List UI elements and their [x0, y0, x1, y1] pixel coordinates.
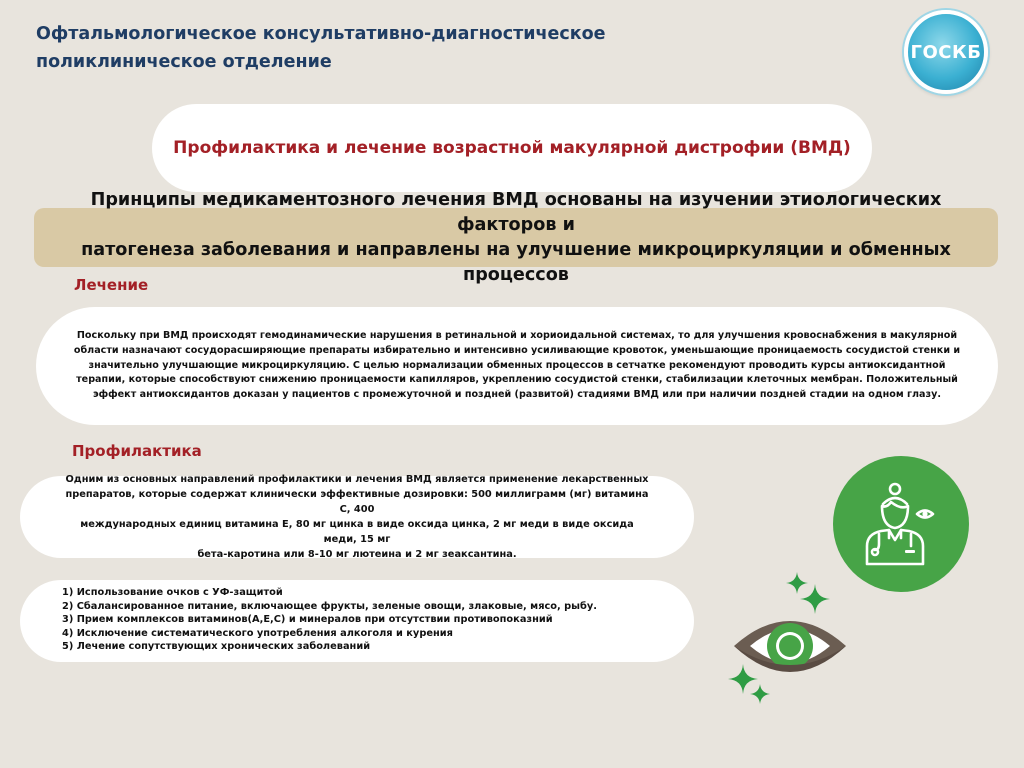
- eye-graphic: [728, 570, 858, 710]
- page-title: Профилактика и лечение возрастной макулярной дистрофии (ВМД): [173, 138, 851, 158]
- list-item: 3) Прием комплексов витаминов(А,Е,С) и минералов при отсутствии противопоказний: [62, 614, 553, 626]
- principles-text: [42, 188, 990, 288]
- prevention-text: [64, 472, 650, 562]
- title-banner: [152, 104, 872, 192]
- organization-name-line2: поликлиническое отделение: [36, 52, 332, 72]
- list-item: 1) Использование очков с УФ-защитой: [62, 587, 283, 598]
- doctor-icon: [861, 482, 941, 566]
- treatment-line: Поскольку при ВМД происходят гемодинамические нарушения в ретинальной и хориоидальной системах, то для улучшения кровоснабжения в макулярной: [76, 330, 958, 341]
- prevention-heading: Профилактика: [72, 442, 202, 460]
- sparkle-icon: [750, 684, 770, 704]
- sparkle-icon: [800, 584, 830, 614]
- principles-line2: патогенеза заболевания и направлены на улучшение микроциркуляции и обменных процессов: [81, 239, 951, 285]
- treatment-line: терапии, которые способствуют снижению проницаемости капилляров, укреплению сосудистой стенки, стабилизации клеточных мембран. Положительный: [76, 374, 958, 386]
- prevention-line: международных единиц витамина Е, 80 мг цинка в виде оксида цинка, 2 мг меди в виде оксида меди, 15 мг: [80, 519, 634, 545]
- treatment-line: эффект антиоксидантов доказан у пациентов с промежуточной и поздней (развитой) стадиями ВМД или при наличии поздней стадии на одном глазу.: [92, 389, 942, 401]
- organization-name: [36, 20, 736, 76]
- treatment-heading: Лечение: [74, 276, 149, 294]
- prevention-line: бета-каротина или 8-10 мг лютеина и 2 мг зеаксантина.: [197, 549, 517, 560]
- prevention-list-box: [20, 580, 694, 662]
- treatment-text: [74, 329, 960, 403]
- logo-text: ГОСКБ: [910, 41, 982, 63]
- prevention-line: Одним из основных направлений профилактики и лечения ВМД является применение лекарственных: [65, 474, 649, 485]
- list-item: 5) Лечение сопутствующих хронических заболеваний: [62, 641, 371, 653]
- prevention-box: [20, 476, 694, 558]
- organization-name-line1: Офтальмологическое консультативно-диагностическое: [36, 24, 606, 44]
- treatment-box: [36, 307, 998, 425]
- principles-line1: Принципы медикаментозного лечения ВМД основаны на изучении этиологических факторов и: [90, 189, 942, 235]
- treatment-line: области назначают сосудорасширяющие препараты избирательно и интенсивно усиливающие кровоток, уменьшающие проницаемость сосудистой стенки и: [73, 344, 961, 356]
- prevention-list: [62, 586, 694, 654]
- hospital-logo: [904, 10, 988, 94]
- list-item: 2) Сбалансированное питание, включающее фрукты, зеленые овощи, злаковые, мясо, рыбу.: [62, 600, 597, 612]
- treatment-line: значительно улучшающие микроциркуляцию. С целью нормализации обменных процессов в сетчатке рекомендуют проводить курсы антиоксидантной: [88, 359, 946, 371]
- list-item: 4) Исключение систематического употребления алкоголя и курения: [62, 627, 453, 639]
- prevention-line: препаратов, которые содержат клинически эффективные дозировки: 500 миллиграмм (мг) витамина С, 400: [65, 489, 649, 515]
